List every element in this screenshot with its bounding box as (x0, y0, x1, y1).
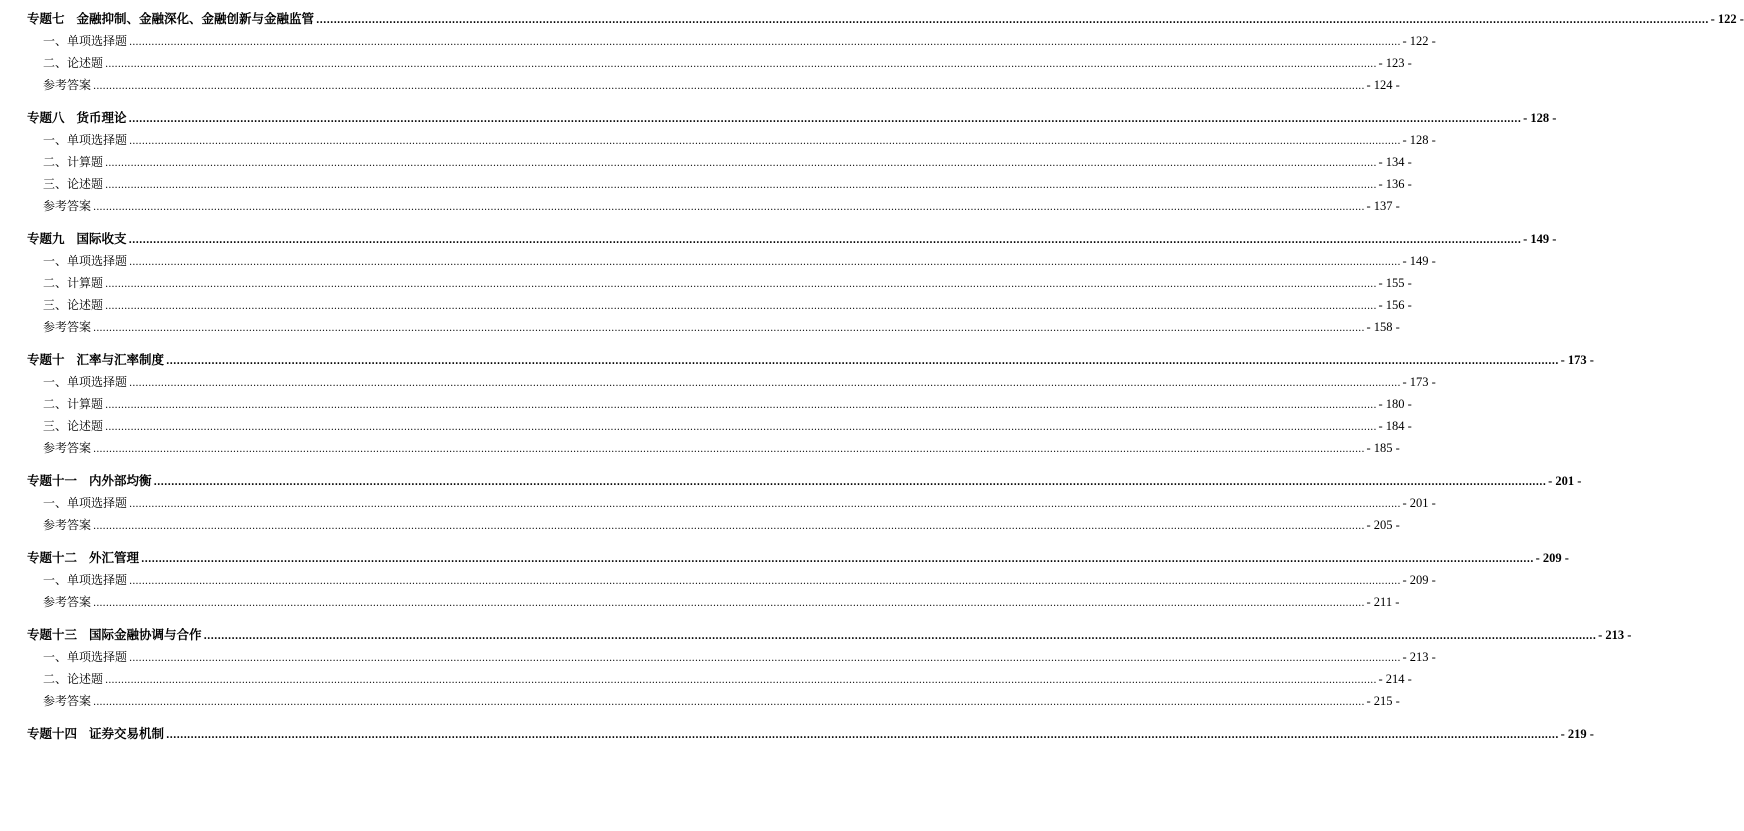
dot-leader: ................................................................................................................................................................................................................................................................................................................................................................................................................ (129, 378, 1401, 389)
dot-leader: ................................................................................................................................................................................................................................................................................................................................................................................................................ (93, 697, 1365, 708)
dot-leader: ................................................................................................................................................................................................................................................................................................................................................................................................................ (129, 499, 1401, 510)
toc-chapter-entry[interactable] (27, 230, 1557, 248)
section-title: 三、论述题 (43, 298, 104, 312)
dot-leader: ................................................................................................................................................................................................................................................................................................................................................................................................................ (129, 136, 1401, 147)
dot-leader: ................................................................................................................................................................................................................................................................................................................................................................................................................ (316, 15, 1709, 26)
toc-section-entry[interactable] (43, 572, 1436, 589)
page-number: - 211 - (1366, 595, 1400, 609)
page-number: - 137 - (1366, 199, 1400, 213)
chapter-heading (27, 472, 152, 490)
toc-section-entry[interactable] (43, 418, 1412, 435)
page-number: - 209 - (1535, 551, 1569, 565)
toc-chapter-entry[interactable] (27, 626, 1632, 644)
page-number: - 213 - (1598, 628, 1632, 642)
toc-section-entry[interactable] (43, 176, 1412, 193)
chapter-heading (27, 626, 202, 644)
page-number: - 156 - (1378, 298, 1412, 312)
toc-section-entry[interactable] (43, 77, 1400, 94)
chapter-number: 专题九 (27, 231, 65, 246)
toc-chapter-entry[interactable] (27, 109, 1557, 127)
toc-section-entry[interactable] (43, 55, 1412, 72)
chapter-title: 货币理论 (76, 110, 127, 125)
page-number: - 134 - (1378, 155, 1412, 169)
section-title: 一、单项选择题 (43, 34, 128, 48)
dot-leader: ................................................................................................................................................................................................................................................................................................................................................................................................................ (105, 180, 1377, 191)
toc-section-entry[interactable] (43, 198, 1400, 215)
chapter-title: 汇率与汇率制度 (76, 352, 165, 367)
section-title: 二、计算题 (43, 155, 104, 169)
dot-leader: ................................................................................................................................................................................................................................................................................................................................................................................................................ (129, 653, 1401, 664)
page-number: - 122 - (1402, 34, 1436, 48)
section-title: 三、论述题 (43, 177, 104, 191)
chapter-number: 专题十三 (27, 627, 78, 642)
page-number: - 209 - (1402, 573, 1436, 587)
dot-leader: ................................................................................................................................................................................................................................................................................................................................................................................................................ (105, 279, 1377, 290)
page-number: - 158 - (1366, 320, 1400, 334)
page-number: - 201 - (1548, 474, 1582, 488)
toc-section-entry[interactable] (43, 33, 1436, 50)
page-number: - 201 - (1402, 496, 1436, 510)
toc-section-entry[interactable] (43, 374, 1436, 391)
section-title: 三、论述题 (43, 419, 104, 433)
page-number: - 173 - (1560, 353, 1594, 367)
page-number: - 213 - (1402, 650, 1436, 664)
dot-leader: ................................................................................................................................................................................................................................................................................................................................................................................................................ (105, 400, 1377, 411)
page-number: - 155 - (1378, 276, 1412, 290)
dot-leader: ................................................................................................................................................................................................................................................................................................................................................................................................................ (128, 114, 1522, 125)
chapter-title: 外汇管理 (89, 550, 140, 565)
chapter-title: 国际收支 (76, 231, 127, 246)
toc-chapter-entry[interactable] (27, 351, 1594, 369)
chapter-heading (27, 109, 127, 127)
chapter-title: 国际金融协调与合作 (89, 627, 202, 642)
section-title: 二、计算题 (43, 397, 104, 411)
dot-leader: ................................................................................................................................................................................................................................................................................................................................................................................................................ (105, 422, 1377, 433)
dot-leader: ................................................................................................................................................................................................................................................................................................................................................................................................................ (166, 730, 1559, 741)
section-title: 参考答案 (43, 518, 92, 532)
dot-leader: ................................................................................................................................................................................................................................................................................................................................................................................................................ (93, 323, 1365, 334)
dot-leader: ................................................................................................................................................................................................................................................................................................................................................................................................................ (153, 477, 1547, 488)
page-number: - 214 - (1378, 672, 1412, 686)
section-title: 二、计算题 (43, 276, 104, 290)
page-number: - 180 - (1378, 397, 1412, 411)
dot-leader: ................................................................................................................................................................................................................................................................................................................................................................................................................ (129, 257, 1401, 268)
section-title: 参考答案 (43, 320, 92, 334)
dot-leader: ................................................................................................................................................................................................................................................................................................................................................................................................................ (166, 356, 1559, 367)
toc-section-entry[interactable] (43, 297, 1412, 314)
page-number: - 124 - (1366, 78, 1400, 92)
section-title: 参考答案 (43, 441, 92, 455)
dot-leader: ................................................................................................................................................................................................................................................................................................................................................................................................................ (93, 202, 1365, 213)
chapter-number: 专题七 (27, 11, 65, 26)
dot-leader: ................................................................................................................................................................................................................................................................................................................................................................................................................ (129, 576, 1401, 587)
toc-section-entry[interactable] (43, 693, 1400, 710)
page-number: - 149 - (1523, 232, 1557, 246)
dot-leader: ................................................................................................................................................................................................................................................................................................................................................................................................................ (105, 675, 1377, 686)
page-number: - 128 - (1523, 111, 1557, 125)
toc-section-entry[interactable] (43, 275, 1412, 292)
chapter-title: 内外部均衡 (89, 473, 152, 488)
dot-leader: ................................................................................................................................................................................................................................................................................................................................................................................................................ (105, 158, 1377, 169)
chapter-number: 专题十一 (27, 473, 78, 488)
section-title: 一、单项选择题 (43, 375, 128, 389)
page-number: - 123 - (1378, 56, 1412, 70)
section-title: 一、单项选择题 (43, 254, 128, 268)
chapter-title: 金融抑制、金融深化、金融创新与金融监管 (76, 11, 315, 26)
chapter-title: 证券交易机制 (89, 726, 165, 741)
page-number: - 173 - (1402, 375, 1436, 389)
section-title: 二、论述题 (43, 56, 104, 70)
dot-leader: ................................................................................................................................................................................................................................................................................................................................................................................................................ (93, 81, 1365, 92)
chapter-number: 专题十二 (27, 550, 78, 565)
toc-section-entry[interactable] (43, 517, 1400, 534)
toc-chapter-entry[interactable] (27, 10, 1744, 28)
dot-leader: ................................................................................................................................................................................................................................................................................................................................................................................................................ (93, 598, 1365, 609)
toc-section-entry[interactable] (43, 594, 1400, 611)
toc-section-entry[interactable] (43, 132, 1436, 149)
chapter-heading (27, 351, 164, 369)
page-number: - 149 - (1402, 254, 1436, 268)
section-title: 二、论述题 (43, 672, 104, 686)
dot-leader: ................................................................................................................................................................................................................................................................................................................................................................................................................ (105, 59, 1377, 70)
section-title: 一、单项选择题 (43, 650, 128, 664)
dot-leader: ................................................................................................................................................................................................................................................................................................................................................................................................................ (93, 444, 1365, 455)
toc-section-entry[interactable] (43, 154, 1412, 171)
dot-leader: ................................................................................................................................................................................................................................................................................................................................................................................................................ (128, 235, 1522, 246)
toc-chapter-entry[interactable] (27, 549, 1569, 567)
page-number: - 219 - (1560, 727, 1594, 741)
toc-section-entry[interactable] (43, 495, 1436, 512)
toc-section-entry[interactable] (43, 440, 1400, 457)
chapter-heading (27, 725, 164, 743)
page-number: - 128 - (1402, 133, 1436, 147)
section-title: 参考答案 (43, 694, 92, 708)
chapter-heading (27, 10, 314, 28)
section-title: 参考答案 (43, 78, 92, 92)
toc-section-entry[interactable] (43, 319, 1400, 336)
toc-chapter-entry[interactable] (27, 725, 1594, 743)
section-title: 一、单项选择题 (43, 573, 128, 587)
toc-chapter-entry[interactable] (27, 472, 1582, 490)
dot-leader: ................................................................................................................................................................................................................................................................................................................................................................................................................ (105, 301, 1377, 312)
dot-leader: ................................................................................................................................................................................................................................................................................................................................................................................................................ (129, 37, 1401, 48)
dot-leader: ................................................................................................................................................................................................................................................................................................................................................................................................................ (141, 554, 1534, 565)
page-number: - 185 - (1366, 441, 1400, 455)
chapter-number: 专题十 (27, 352, 65, 367)
page-number: - 205 - (1366, 518, 1400, 532)
chapter-number: 专题十四 (27, 726, 78, 741)
toc-section-entry[interactable] (43, 649, 1436, 666)
section-title: 参考答案 (43, 595, 92, 609)
section-title: 参考答案 (43, 199, 92, 213)
page-number: - 136 - (1378, 177, 1412, 191)
page-number: - 215 - (1366, 694, 1400, 708)
dot-leader: ................................................................................................................................................................................................................................................................................................................................................................................................................ (93, 521, 1365, 532)
chapter-number: 专题八 (27, 110, 65, 125)
toc-section-entry[interactable] (43, 671, 1412, 688)
dot-leader: ................................................................................................................................................................................................................................................................................................................................................................................................................ (203, 631, 1597, 642)
toc-section-entry[interactable] (43, 396, 1412, 413)
section-title: 一、单项选择题 (43, 133, 128, 147)
page-number: - 122 - (1710, 12, 1744, 26)
chapter-heading (27, 549, 139, 567)
page-number: - 184 - (1378, 419, 1412, 433)
chapter-heading (27, 230, 127, 248)
section-title: 一、单项选择题 (43, 496, 128, 510)
toc-section-entry[interactable] (43, 253, 1436, 270)
